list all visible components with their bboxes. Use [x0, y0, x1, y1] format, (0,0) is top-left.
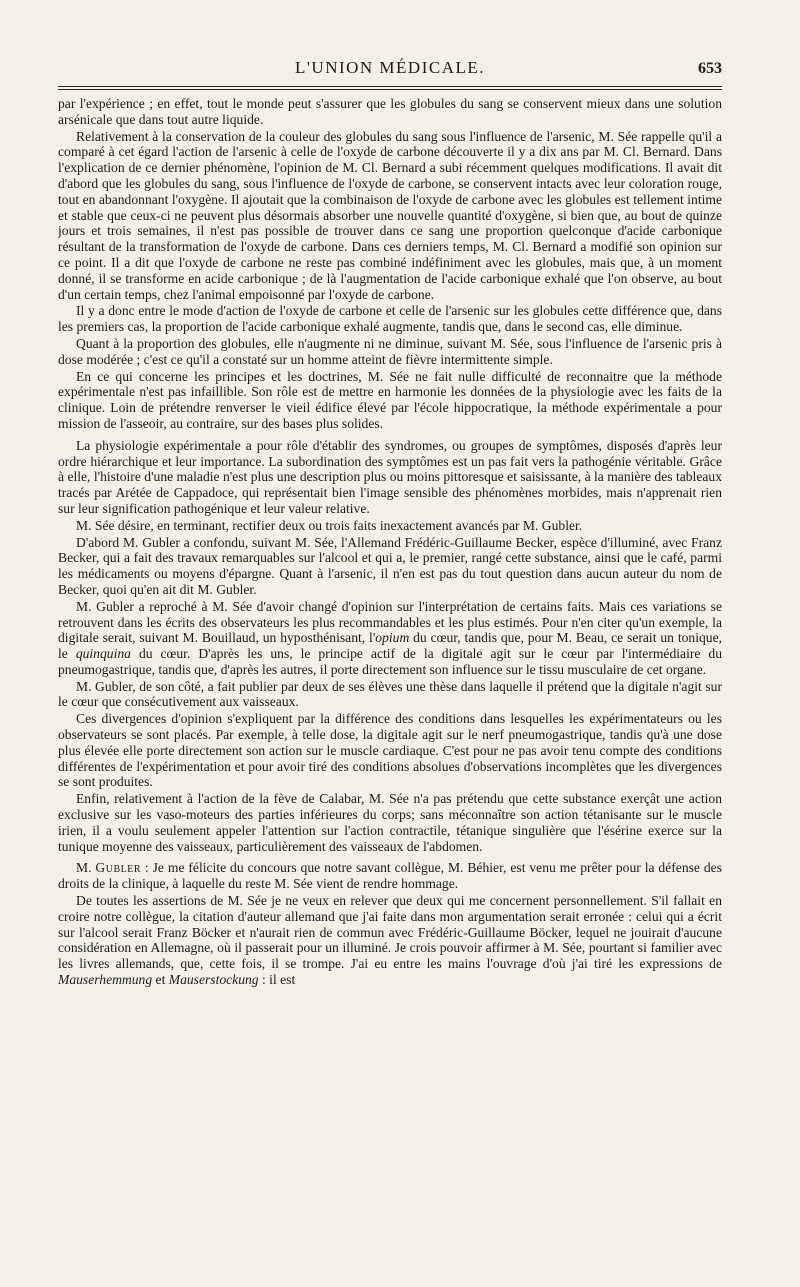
paragraph — [58, 679, 722, 711]
paragraph-text: M. — [76, 860, 96, 876]
paragraph-text: Ces divergences d'opinion s'expliquent par la différence des conditions dans lesquelles les expérimentateurs ou les observateurs se sont placés. Par exemple, à telle dose, la digitale agit sur le nerf pneumogastrique, tandis qu'à une dose plus élevée elle porte directement son action sur le muscle cardiaque. C'est pour ne pas avoir tenu compte des conditions différentes de l'expérimentation et pour avoir tiré des conditions absolues d'observations incomplètes que les divergences se sont produites. — [58, 711, 722, 790]
paragraph — [58, 303, 722, 335]
paragraph-text: du cœur, tandis que, pour M. Beau, ce serait un tonique, le — [58, 630, 722, 662]
italic-text: opium — [375, 630, 410, 646]
running-head — [58, 52, 722, 86]
paragraph — [58, 369, 722, 432]
paragraph-text: : il est — [258, 972, 296, 988]
paragraph — [58, 129, 722, 303]
paragraph-text: M. Sée désire, en terminant, rectifier deux ou trois faits inexactement avancés par M. Gubler. — [76, 517, 583, 533]
italic-text: quinquina — [75, 646, 131, 662]
paragraph-text: Relativement à la conservation de la couleur des globules du sang sous l'influence de l'arsenic, M. Sée rappelle qu'il a comparé à cet égard l'action de l'arsenic à celle de l'oxyde de carbone découverte il y a dix ans par M. Cl. Bernard. Dans l'explication de ce dernier phénomène, l'opinion de M. Cl. Bernard a subi récemment quelques modifications. Il avait dit d'abord que les globules du sang, sous l'influence de l'oxyde de carbone, se conservent intacts avec leur coloration rouge, tout en abandonnant l'oxygène. Il ajoutait que la combinaison de l'oxyde de carbone avec les globules est tellement intime et stable que ceux-ci ne peuvent plus désormais absorber une nouvelle quantité d'oxygène, si bien que, au bout de quinze jours et trois semaines, il n'est pas possible de trouver dans ce sang une proportion quelconque d'acide carbonique résultant de la transformation de l'oxyde de carbone. Dans ces derniers temps, M. Cl. Bernard a modifié son opinion sur ce point. Il a dit que l'oxyde de carbone ne reste pas combiné indéfiniment avec les globules, mais que, à un moment donné, il se transforme en acide carbonique ; de là l'augmentation de l'acide carbonique exhalé que l'on observe, au bout d'un certain temps, chez l'animal empoisonné par l'oxyde de carbone. — [58, 128, 722, 302]
paragraph-text: D'abord M. Gubler a confondu, suivant M. Sée, l'Allemand Frédéric-Guillaume Becker, espèce d'illuminé, avec Franz Becker, qui a fait des travaux remarquables sur l'alcool et qui a, le premier, rangé cette substance, ainsi que le café, parmi les médicaments ou moyens d'épargne. Quant à l'arsenic, il n'en est pas du tout question dans aucun auteur du nom de Becker, quoi qu'en ait dit M. Gubler. — [58, 534, 722, 597]
page-number: 653 — [698, 60, 722, 77]
speaker-name: Gubler — [95, 860, 142, 876]
paragraph-text: De toutes les assertions de M. Sée je ne veux en relever que deux qui me concernent personnellement. S'il fallait en croire notre collègue, la citation d'auteur allemand que j'ai faite dans mon argumentation serait erronée : celui qui a écrit sur l'alcool serait Franz Böcker et n'aurait rien de commun avec Frédéric-Guillaume Böcker, lequel ne jouirait d'aucune considération en Allemagne, où il passerait pour un illuminé. Je crois pouvoir affirmer à M. Sée, pourtant si familier avec les livres allemands, que, cette fois, il se trompe. J'ai eu entre les mains l'ouvrage d'où j'ai tiré les expressions de — [58, 893, 722, 972]
paragraph-text: M. Gubler a reproché à M. Sée d'avoir changé d'opinion sur l'interprétation de certains faits. Mais ces variations se retrouvent dans les écrits des observateurs les plus recommandables et les plus estimés. Pour n'en citer qu'un exemple, la digitale serait, suivant M. Bouillaud, un hyposthénisant, l' — [58, 598, 722, 646]
article-body — [58, 96, 722, 988]
paragraph-text: Quant à la proportion des globules, elle n'augmente ni ne diminue, suivant M. Sée, sous l'influence de l'arsenic pris à dose modérée ; c'est ce qu'il a constaté sur un homme atteint de fièvre intermittente simple. — [58, 335, 722, 367]
paragraph-text: En ce qui concerne les principes et les doctrines, M. Sée ne fait nulle difficulté de reconnaitre que la méthode expérimentale n'est pas infaillible. Son rôle est de mettre en harmonie les données de la physiologie avec les faits de la clinique. Loin de prétendre renverser le vieil édifice élevé par l'école hippocratique, la méthode expérimentale a pour mission de l'asseoir, au contraire, sur des bases plus solides. — [58, 368, 722, 431]
paragraph-text: Enfin, relativement à l'action de la fève de Calabar, M. Sée n'a pas prétendu que cette substance exerçât une action exclusive sur les vaso-moteurs des parties inférieures du corps; sans méconnaître son action tétanisante sur le muscle irien, il a voulu seulement appeler l'attention sur l'action contractile, tétanique singulière que l'ésérine exerce sur la tunique moyenne des vaisseaux, particulièrement des vaisseaux de l'abdomen. — [58, 791, 722, 854]
paragraph — [58, 860, 722, 892]
paragraph-text: La physiologie expérimentale a pour rôle d'établir des syndromes, ou groupes de symptômes, disposés d'après leur ordre hiérarchique et leur importance. La subordination des symptômes est un pas fait vers la pathogénie véritable. Grâce à elle, l'histoire d'une maladie n'est plus une description plus ou moins pittoresque et saisissante, à la manière des tableaux tracés par Arétée de Cappadoce, qui représentait bien l'image sensible des phénomènes morbides, mais n'apprenait rien sur leur signification pathogénique et leur valeur relative. — [58, 437, 722, 516]
paragraph — [58, 535, 722, 598]
italic-text: Mauserhemmung — [58, 972, 153, 988]
paragraph — [58, 711, 722, 790]
paragraph-text: Il y a donc entre le mode d'action de l'oxyde de carbone et celle de l'arsenic sur les globules cette différence que, dans les premiers cas, la proportion de l'acide carbonique exhalé augmente, tandis que, dans le second cas, elle diminue. — [58, 303, 722, 335]
paragraph — [58, 791, 722, 854]
paragraph — [58, 336, 722, 368]
paragraph-text: du cœur. D'après les uns, le principe actif de la digitale agit sur le cœur par l'intermédiaire du pneumogastrique, tandis que, d'après les autres, il porte directement son influence sur le tissu musculaire de cet organe. — [58, 646, 722, 677]
paragraph-text: : Je me félicite du concours que notre savant collègue, M. Béhier, est venu me prêter pour la défense des droits de la clinique, à laquelle du reste M. Sée vient de rendre hommage. — [58, 860, 722, 892]
paragraph — [58, 438, 722, 517]
paragraph-text: M. Gubler, de son côté, a fait publier par deux de ses élèves une thèse dans laquelle il prétend que la digitale n'agit sur le cœur que consécutivement aux vaisseaux. — [58, 678, 722, 710]
header-rule — [58, 86, 722, 90]
journal-page — [58, 52, 722, 1272]
paragraph — [58, 893, 722, 988]
paragraph — [58, 599, 722, 678]
paragraph — [58, 96, 722, 128]
paragraph-text: par l'expérience ; en effet, tout le monde peut s'assurer que les globules du sang se conservent mieux dans une solution arsénicale que dans tout autre liquide. — [58, 96, 722, 127]
paragraph — [58, 518, 722, 534]
paragraph-text: et — [152, 972, 169, 988]
italic-text: Mauserstockung — [168, 972, 259, 988]
journal-title: L'UNION MÉDICALE. — [294, 58, 486, 77]
